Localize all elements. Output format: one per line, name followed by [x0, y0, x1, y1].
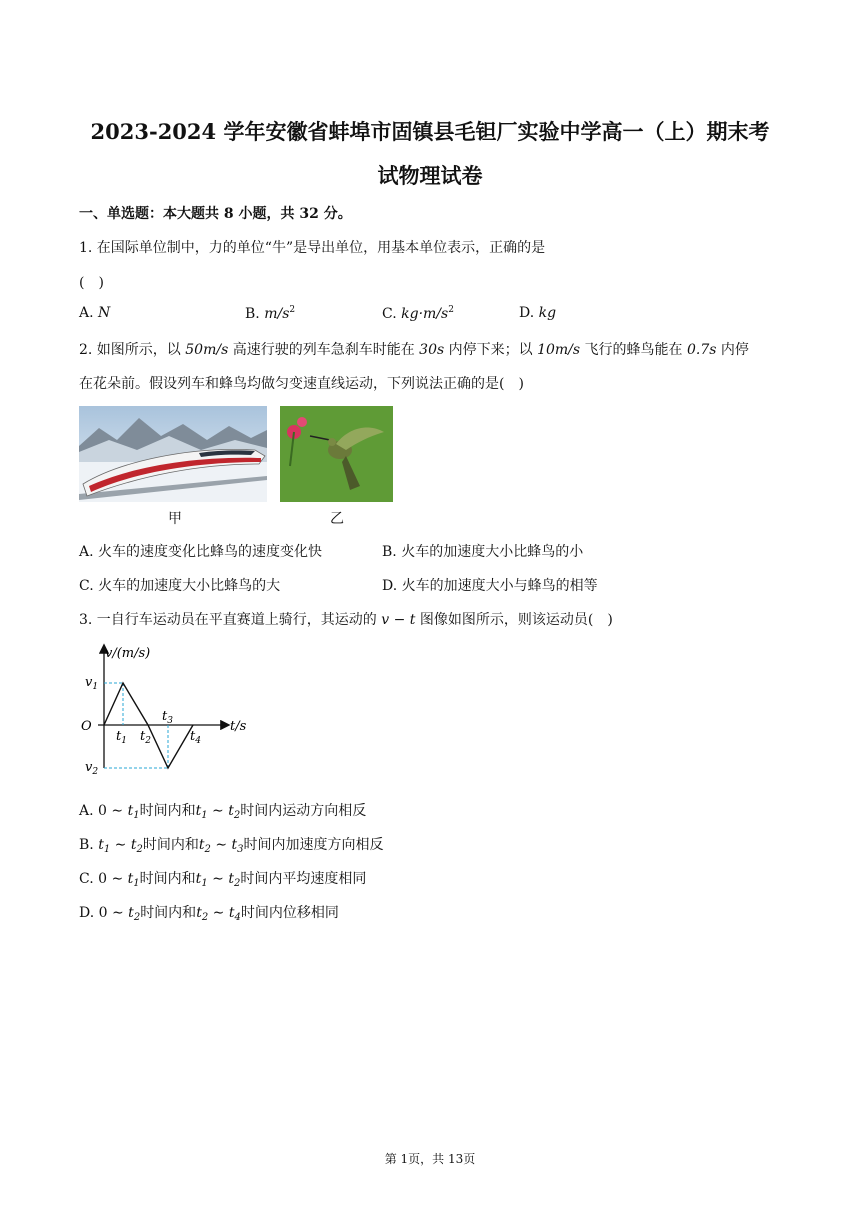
q3-stem-text-2: 图像如图所示，则该运动员( ): [415, 612, 613, 628]
q1-option-c-value: kg·m/s: [401, 306, 449, 322]
q3-b-sub: 2: [204, 844, 211, 855]
q3-b-t: t: [130, 837, 137, 853]
q3-a-t: t: [127, 803, 134, 819]
q3-d-text-1: D. 0 ∼: [79, 905, 129, 921]
q3-c-sub: 1: [133, 878, 140, 889]
q2-option-b: B. 火车的加速度大小比蜂鸟的小: [382, 544, 584, 560]
q3-a-text-3: ∼: [207, 803, 229, 819]
q3-a-text-1: A. 0 ∼: [79, 803, 128, 819]
q3-c-text-3: ∼: [207, 871, 229, 887]
q1-option-a-value: N: [98, 305, 111, 321]
q1-option-a: [79, 305, 110, 321]
q2-stem-text-2: 高速行驶的列车急刹车时能在: [228, 342, 420, 358]
q3-stem-text-1: 3. 一自行车运动员在平直赛道上骑行，其运动的: [79, 612, 382, 628]
q3-d-t: t: [128, 905, 134, 921]
q1-option-d-value: kg: [538, 305, 557, 321]
q1-option-c-exponent: 2: [448, 305, 454, 315]
q1-option-a-label: A.: [79, 305, 99, 321]
q3-b-t: t: [231, 837, 238, 853]
q3-d-sub: 4: [234, 912, 241, 923]
q3-d-sub: 2: [201, 912, 209, 923]
q1-option-d-label: D.: [519, 305, 539, 321]
q1-option-c: [382, 305, 454, 322]
q3-c-t: t: [228, 871, 234, 887]
q3-c-text-4: 时间内平均速度相同: [240, 871, 367, 887]
q1-stem: 1. 在国际单位制中，力的单位“牛”是导出单位，用基本单位表示，正确的是: [79, 240, 546, 256]
section-heading: 一、单选题：本大题共 8 小题，共 32 分。: [79, 206, 352, 222]
q2-option-a: A. 火车的速度变化比蜂鸟的速度变化快: [79, 544, 323, 560]
q2-stem-line-1: [79, 339, 749, 359]
q2-option-c: C. 火车的加速度大小比蜂鸟的大: [79, 578, 281, 594]
q2-stem-text-1: 2. 如图所示，以: [79, 342, 186, 358]
vt-label-v1: $v_1$: [85, 675, 99, 692]
q2-caption-left: 甲: [168, 511, 182, 527]
q2-stem-line-2: 在花朵前。假设列车和蜂鸟均做匀变速直线运动，下列说法正确的是( ): [79, 376, 524, 392]
q3-option-b: [79, 834, 384, 855]
q3-b-text-4: ∼: [210, 837, 232, 853]
q3-stem: [79, 609, 613, 629]
q3-c-sub: 1: [201, 878, 208, 889]
q3-a-sub: 1: [201, 810, 208, 821]
q3-d-t: t: [228, 905, 235, 921]
paper-title-line-1: 2023-2024 学年安徽省蚌埠市固镇县毛钽厂实验中学高一（上）期末考: [90, 119, 770, 144]
q3-c-text-1: C. 0 ∼: [79, 871, 128, 887]
q3-option-d: [79, 902, 339, 923]
q3-c-t: t: [195, 871, 202, 887]
page-footer: 第 1页，共 13页: [384, 1152, 476, 1166]
q2-caption-right: 乙: [330, 511, 344, 527]
q3-c-t: t: [127, 871, 134, 887]
vt-label-t4: $t_4$: [190, 729, 201, 746]
q2-speed-bird: 10m/s: [537, 342, 581, 358]
train-image: [79, 406, 267, 502]
vt-label-t1: $t_1$: [116, 729, 127, 746]
vt-origin: O: [81, 719, 92, 734]
q1-option-d: [519, 305, 556, 321]
q3-stem-vt: v − t: [381, 612, 416, 628]
q3-b-t: t: [198, 837, 205, 853]
q1-option-b: [245, 305, 295, 322]
q2-stem-text-4: 飞行的蜂鸟能在: [580, 342, 687, 358]
q3-b-text-5: 时间内加速度方向相反: [243, 837, 384, 853]
q3-b-sub: 1: [103, 844, 111, 855]
q3-option-c: [79, 868, 366, 889]
q3-a-text-4: 时间内运动方向相反: [240, 803, 367, 819]
q3-b-sub: 3: [237, 844, 244, 855]
vt-graph: [78, 638, 268, 778]
q2-time-train: 30s: [419, 342, 445, 358]
q1-option-b-value: m/s: [264, 306, 290, 322]
vt-y-axis-label: v/(m/s): [105, 646, 151, 661]
q2-speed-train: 50m/s: [185, 342, 229, 358]
q2-stem-text-5: 内停: [716, 342, 749, 358]
q3-c-sub: 2: [233, 878, 241, 889]
vt-label-v2: $v_2$: [85, 760, 99, 777]
q3-b-sub: 2: [136, 844, 143, 855]
q1-option-b-label: B.: [245, 306, 265, 322]
q3-a-t: t: [195, 803, 202, 819]
q3-b-text-3: 时间内和: [142, 837, 199, 853]
q3-a-sub: 1: [133, 810, 140, 821]
q3-d-t: t: [196, 905, 202, 921]
vt-label-t3: $t_3$: [162, 709, 173, 726]
q3-d-text-2: 时间内和: [140, 905, 197, 921]
q3-b-t: t: [98, 837, 104, 853]
vt-label-t2: $t_2$: [140, 729, 151, 746]
q3-d-text-3: ∼: [208, 905, 229, 921]
q3-b-text-1: B.: [79, 837, 99, 853]
q3-a-t: t: [228, 803, 234, 819]
q2-option-d: D. 火车的加速度大小与蜂鸟的相等: [382, 578, 598, 594]
q3-d-sub: 2: [133, 912, 141, 923]
q2-stem-text-3: 内停下来；以: [444, 342, 538, 358]
q3-d-text-4: 时间内位移相同: [240, 905, 339, 921]
q3-c-text-2: 时间内和: [139, 871, 196, 887]
q3-a-sub: 2: [233, 810, 241, 821]
q2-time-bird: 0.7s: [686, 342, 717, 358]
q1-option-c-label: C.: [382, 306, 402, 322]
q3-a-text-2: 时间内和: [139, 803, 196, 819]
paper-title-line-2: 试物理试卷: [377, 163, 483, 188]
vt-x-axis-label: t/s: [230, 719, 247, 734]
q3-option-a: [79, 800, 366, 821]
q1-paren: ( ): [79, 275, 104, 291]
hummingbird-image: [280, 406, 393, 502]
q3-b-text-2: ∼: [110, 837, 131, 853]
q1-option-b-exponent: 2: [289, 305, 296, 315]
